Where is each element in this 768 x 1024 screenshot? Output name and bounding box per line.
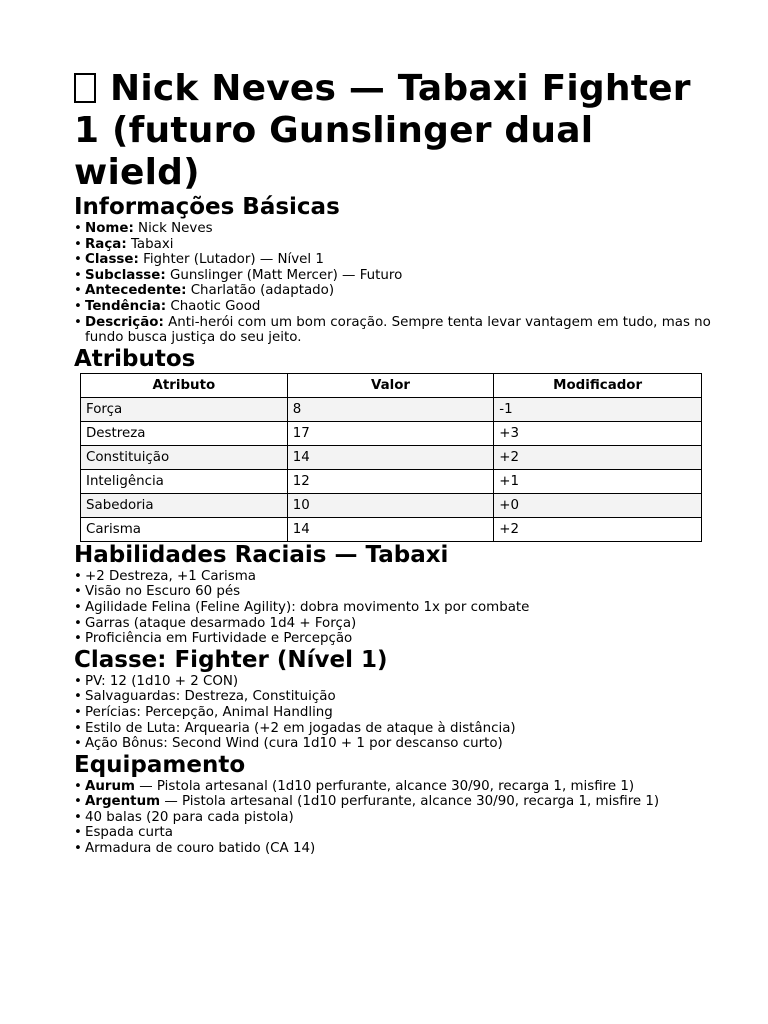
item-value: — Pistola artesanal (1d10 perfurante, alcance 30/90, recarga 1, misfire 1) xyxy=(135,778,635,794)
table-row xyxy=(81,421,702,445)
table-cell: -1 xyxy=(494,397,702,421)
list-item xyxy=(74,841,714,857)
section-heading-equipment: Equipamento xyxy=(74,751,246,778)
table-cell: 10 xyxy=(287,493,494,517)
attributes-table xyxy=(80,373,702,542)
list-item: • Agilidade Felina (Feline Agility): dobra movimento 1x por combate xyxy=(74,600,714,616)
item-value: Armadura de couro batido (CA 14) xyxy=(85,841,316,857)
item-value: Fighter (Lutador) — Nível 1 xyxy=(138,252,324,268)
list-item: • Perícias: Percepção, Animal Handling xyxy=(74,705,714,721)
table-cell: +2 xyxy=(494,517,702,541)
equipment-list xyxy=(74,779,714,857)
page-title-text: Nick Neves — Tabaxi Fighter 1 (futuro Gunslinger dual wield) xyxy=(74,68,691,193)
table-row xyxy=(81,493,702,517)
table-cell: Constituição xyxy=(81,445,288,469)
table-row xyxy=(81,469,702,493)
item-value: Anti-herói com um bom coração. Sempre tenta levar vantagem em tudo, mas no fundo busca justiça do seu jeito. xyxy=(85,314,711,346)
table-cell: Sabedoria xyxy=(81,493,288,517)
table-cell: Destreza xyxy=(81,421,288,445)
item-value: Chaotic Good xyxy=(166,298,261,314)
item-label: Argentum xyxy=(85,794,161,810)
table-cell: 12 xyxy=(287,469,494,493)
list-item xyxy=(74,252,714,268)
list-item xyxy=(74,810,714,826)
list-item: • Proficiência em Furtividade e Percepção xyxy=(74,631,714,647)
list-item: • Salvaguardas: Destreza, Constituição xyxy=(74,689,714,705)
list-item xyxy=(74,221,714,237)
racial-list xyxy=(74,569,714,647)
character-sheet-page xyxy=(74,68,714,857)
list-item xyxy=(74,283,714,299)
item-label: Aurum xyxy=(85,778,135,794)
item-value: Tabaxi xyxy=(126,236,174,252)
list-item: • PV: 12 (1d10 + 2 CON) xyxy=(74,674,714,690)
item-label: Subclasse: xyxy=(85,267,166,283)
item-label: Tendência: xyxy=(85,298,167,314)
list-item xyxy=(74,779,714,795)
page-title xyxy=(74,68,714,194)
table-cell: +3 xyxy=(494,421,702,445)
item-value: Gunslinger (Matt Mercer) — Futuro xyxy=(165,267,403,283)
list-item xyxy=(74,825,714,841)
table-cell: Carisma xyxy=(81,517,288,541)
table-cell: Inteligência xyxy=(81,469,288,493)
item-label: Nome: xyxy=(85,221,134,236)
table-cell: Força xyxy=(81,397,288,421)
table-cell: 14 xyxy=(287,445,494,469)
item-value: Charlatão (adaptado) xyxy=(186,283,335,299)
item-label: Raça: xyxy=(85,236,127,252)
item-label: Descrição: xyxy=(85,314,164,330)
class-list xyxy=(74,674,714,752)
list-item xyxy=(74,315,714,346)
column-header-attribute: Atributo xyxy=(81,373,288,397)
table-cell: 8 xyxy=(287,397,494,421)
list-item: • +2 Destreza, +1 Carisma xyxy=(74,569,714,585)
missing-glyph-box-icon xyxy=(74,73,96,103)
item-value: Espada curta xyxy=(85,825,173,841)
list-item xyxy=(74,299,714,315)
section-heading-attributes: Atributos xyxy=(74,345,196,372)
list-item: • Garras (ataque desarmado 1d4 + Força) xyxy=(74,616,714,632)
table-row xyxy=(81,445,702,469)
table-cell: +1 xyxy=(494,469,702,493)
table-cell: 14 xyxy=(287,517,494,541)
item-label: Classe: xyxy=(85,252,139,268)
section-heading-basic-info: Informações Básicas xyxy=(74,194,340,220)
list-item: • Estilo de Luta: Arquearia (+2 em jogadas de ataque à distância) xyxy=(74,721,714,737)
table-header-row xyxy=(81,373,702,397)
list-item xyxy=(74,794,714,810)
item-value: Nick Neves xyxy=(133,221,213,236)
table-row xyxy=(81,397,702,421)
list-item xyxy=(74,237,714,253)
column-header-value: Valor xyxy=(287,373,494,397)
column-header-modifier: Modificador xyxy=(494,373,702,397)
item-label: Antecedente: xyxy=(85,283,187,299)
list-item: • Ação Bônus: Second Wind (cura 1d10 + 1 por descanso curto) xyxy=(74,736,714,752)
list-item: • Visão no Escuro 60 pés xyxy=(74,584,714,600)
table-cell: +0 xyxy=(494,493,702,517)
table-row xyxy=(81,517,702,541)
list-item xyxy=(74,268,714,284)
table-cell: 17 xyxy=(287,421,494,445)
section-heading-class: Classe: Fighter (Nível 1) xyxy=(74,646,388,673)
table-cell: +2 xyxy=(494,445,702,469)
item-value: 40 balas (20 para cada pistola) xyxy=(85,809,294,825)
basic-info-list xyxy=(74,221,714,346)
section-heading-racial: Habilidades Raciais — Tabaxi xyxy=(74,541,449,568)
item-value: — Pistola artesanal (1d10 perfurante, alcance 30/90, recarga 1, misfire 1) xyxy=(160,794,660,810)
